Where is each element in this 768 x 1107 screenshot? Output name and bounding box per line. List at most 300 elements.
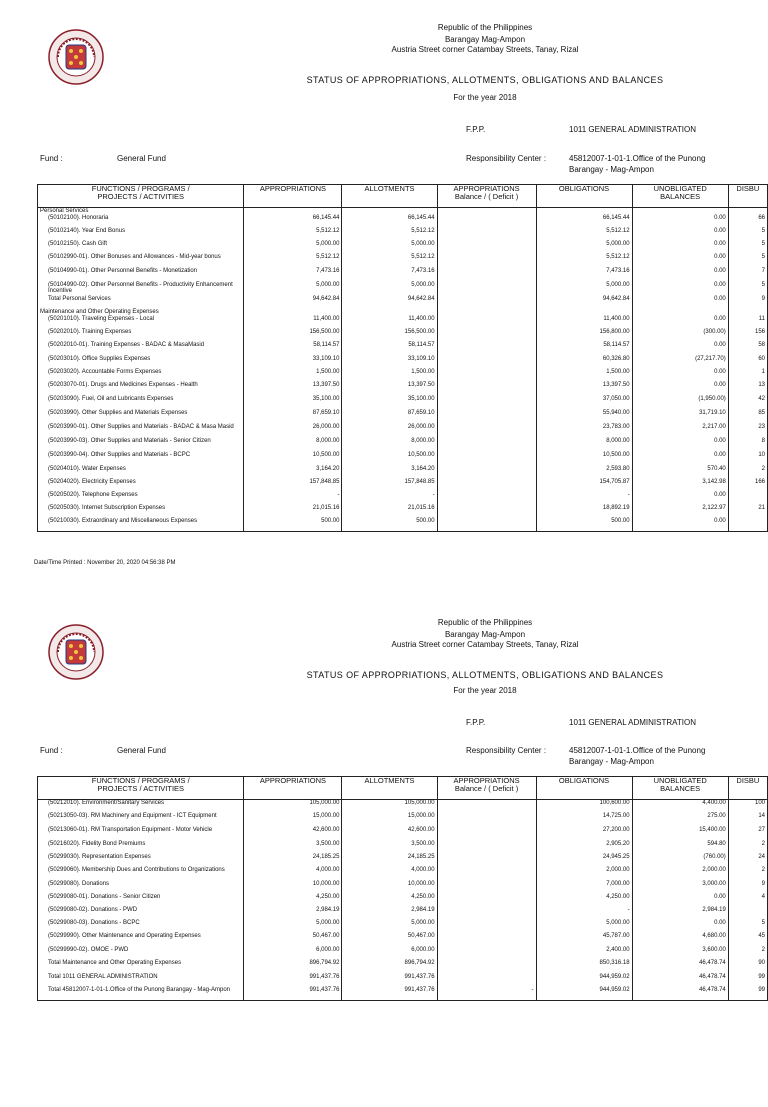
table-row [38,881,768,894]
cell-unobligated: 0.00 [632,920,728,933]
cell-disbursements: 2 [728,841,767,854]
row-label: (50203990). Other Supplies and Materials Expenses [38,410,244,424]
cell-allotments [342,309,437,316]
cell-obligations: 850,316.18 [536,960,632,974]
table-row [38,342,768,356]
cell-obligations: 14,725.00 [536,813,632,827]
cell-balance [437,329,536,342]
table-row [38,867,768,881]
table-row [38,960,768,974]
cell-disbursements: 10 [728,452,767,466]
cell-obligations: 24,945.25 [536,854,632,867]
cell-appropriations: 500.00 [244,518,342,532]
cell-obligations: 2,000.00 [536,867,632,881]
cell-appropriations [244,309,342,316]
cell-disbursements: 4 [728,894,767,907]
cell-unobligated: 0.00 [632,215,728,228]
cell-disbursements: 166 [728,479,767,492]
cell-disbursements: 23 [728,424,767,438]
cell-balance [437,228,536,241]
cell-balance [437,296,536,309]
cell-obligations: 58,114.57 [536,342,632,356]
cell-appropriations: 3,164.20 [244,466,342,479]
responsibility-center-label: Responsibility Center : [466,746,547,755]
report-year: For the year 2018 [453,686,517,695]
cell-disbursements: 24 [728,854,767,867]
cell-unobligated [632,309,728,316]
cell-disbursements: 58 [728,342,767,356]
col-functions: FUNCTIONS / PROGRAMS / PROJECTS / ACTIVITIES [38,185,244,208]
row-label: (50299990-02). OMOE - PWD [38,947,244,960]
cell-appropriations: 26,000.00 [244,424,342,438]
cell-obligations: 10,500.00 [536,452,632,466]
cell-unobligated: 275.00 [632,813,728,827]
cell-balance [437,505,536,518]
col-appropriations: APPROPRIATIONS [244,777,342,800]
cell-allotments: 10,500.00 [342,452,437,466]
cell-balance [437,452,536,466]
cell-obligations: 2,593.80 [536,466,632,479]
row-label: (50299080-03). Donations - BCPC [38,920,244,933]
table-row [38,396,768,410]
row-label: (50299990). Other Maintenance and Operating Expenses [38,933,244,947]
cell-unobligated: (1,950.00) [632,396,728,410]
cell-unobligated: (760.00) [632,854,728,867]
cell-appropriations: 94,642.84 [244,296,342,309]
table-row [38,282,768,296]
cell-obligations: 55,940.00 [536,410,632,424]
cell-allotments: - [342,492,437,505]
row-label: (50202010-01). Training Expenses - BADAC & MasaMasid [38,342,244,356]
cell-balance [437,410,536,424]
cell-unobligated: 46,478.74 [632,987,728,1001]
cell-disbursements [728,907,767,920]
cell-allotments: 156,500.00 [342,329,437,342]
row-label: (50102150). Cash Gift [38,241,244,254]
row-label: (50205030). Internet Subscription Expenses [38,505,244,518]
cell-unobligated: 570.40 [632,466,728,479]
cell-disbursements: 85 [728,410,767,424]
row-label: (50203070-01). Drugs and Medicines Expenses - Health [38,382,244,396]
cell-obligations: 154,705.87 [536,479,632,492]
responsibility-center-value-2: Barangay - Mag-Ampon [569,757,654,766]
cell-unobligated [632,208,728,215]
table-row [38,479,768,492]
table-row [38,241,768,254]
table-row [38,827,768,841]
cell-appropriations: 58,114.57 [244,342,342,356]
table-row [38,329,768,342]
cell-allotments: 66,145.44 [342,215,437,228]
col-disbursements: DISBU [728,185,767,208]
cell-obligations: 66,145.44 [536,215,632,228]
cell-allotments: 500.00 [342,518,437,532]
cell-obligations: 100,600.00 [536,800,632,813]
cell-obligations: 45,787.00 [536,933,632,947]
cell-allotments: 13,397.50 [342,382,437,396]
cell-unobligated: 4,400.00 [632,800,728,813]
cell-obligations: 60,326.80 [536,356,632,369]
cell-balance [437,369,536,382]
cell-obligations: 8,000.00 [536,438,632,452]
cell-disbursements: 60 [728,356,767,369]
cell-obligations: 2,905.20 [536,841,632,854]
header-address: Austria Street corner Catambay Streets, Tanay, Rizal [391,45,579,54]
col-functions: FUNCTIONS / PROGRAMS / PROJECTS / ACTIVITIES [38,777,244,800]
cell-balance [437,382,536,396]
header-address: Austria Street corner Catambay Streets, Tanay, Rizal [391,640,579,649]
cell-allotments [342,208,437,215]
cell-unobligated: 3,142.98 [632,479,728,492]
cell-obligations: 13,397.50 [536,382,632,396]
cell-allotments: 5,512.12 [342,228,437,241]
cell-appropriations: 991,437.76 [244,987,342,1001]
fund-label: Fund : [40,154,63,163]
cell-allotments: 5,000.00 [342,241,437,254]
cell-balance [437,268,536,282]
row-label: (50203990-04). Other Supplies and Materials - BCPC [38,452,244,466]
table-header-row [38,185,768,208]
cell-disbursements: 2 [728,947,767,960]
row-label: (50213060-01). RM Transportation Equipment - Motor Vehicle [38,827,244,841]
cell-allotments: 10,000.00 [342,881,437,894]
col-allotments: ALLOTMENTS [342,185,437,208]
table-row [38,228,768,241]
cell-obligations: 5,000.00 [536,920,632,933]
cell-appropriations: 5,000.00 [244,241,342,254]
row-label: Personal Services [38,208,244,215]
cell-appropriations: 896,794.92 [244,960,342,974]
cell-unobligated: 0.00 [632,282,728,296]
appropriations-table [37,776,768,1001]
cell-unobligated: 0.00 [632,268,728,282]
cell-unobligated: 15,400.00 [632,827,728,841]
cell-allotments: 2,984.19 [342,907,437,920]
cell-obligations: 5,512.12 [536,228,632,241]
cell-obligations: 500.00 [536,518,632,532]
row-label: (50202010). Training Expenses [38,329,244,342]
cell-allotments: 6,000.00 [342,947,437,960]
cell-disbursements: 11 [728,316,767,329]
cell-allotments: 42,600.00 [342,827,437,841]
row-label: (50204020). Electricity Expenses [38,479,244,492]
cell-disbursements: 27 [728,827,767,841]
cell-unobligated: 0.00 [632,369,728,382]
table-row [38,974,768,987]
cell-unobligated: 0.00 [632,316,728,329]
table-body [38,208,768,532]
table-row [38,505,768,518]
table-row [38,518,768,532]
cell-disbursements: 66 [728,215,767,228]
cell-allotments: 50,467.00 [342,933,437,947]
cell-obligations: 18,892.19 [536,505,632,518]
row-label: Total 45812007-1-01-1.Office of the Punong Barangay - Mag-Ampon [38,987,244,1001]
cell-obligations [536,309,632,316]
cell-disbursements: 99 [728,974,767,987]
cell-obligations: 11,400.00 [536,316,632,329]
cell-balance [437,947,536,960]
cell-appropriations: 157,848.85 [244,479,342,492]
cell-disbursements: 21 [728,505,767,518]
col-allotments: ALLOTMENTS [342,777,437,800]
table-row [38,424,768,438]
cell-disbursements: 2 [728,466,767,479]
cell-allotments: 7,473.16 [342,268,437,282]
cell-allotments: 4,000.00 [342,867,437,881]
cell-unobligated: 31,719.10 [632,410,728,424]
cell-appropriations: 8,000.00 [244,438,342,452]
cell-allotments: 11,400.00 [342,316,437,329]
cell-allotments: 24,185.25 [342,854,437,867]
cell-disbursements [728,309,767,316]
cell-disbursements: 8 [728,438,767,452]
cell-disbursements [728,492,767,505]
row-label: (50203990-01). Other Supplies and Materials - BADAC & Masa Masid [38,424,244,438]
cell-allotments: 21,015.16 [342,505,437,518]
cell-disbursements: 5 [728,920,767,933]
cell-obligations: 5,512.12 [536,254,632,268]
cell-disbursements: 13 [728,382,767,396]
cell-allotments: 5,000.00 [342,282,437,296]
cell-obligations: - [536,907,632,920]
col-approp-balance: APPROPRIATIONS Balance / ( Deficit ) [437,185,536,208]
cell-balance [437,813,536,827]
cell-obligations: 23,783.00 [536,424,632,438]
cell-unobligated: 46,478.74 [632,974,728,987]
fpp-value: 1011 GENERAL ADMINISTRATION [569,718,696,727]
cell-obligations: 7,000.00 [536,881,632,894]
row-label: (50216020). Fidelity Bond Premiums [38,841,244,854]
cell-appropriations: 156,500.00 [244,329,342,342]
table-row [38,854,768,867]
cell-disbursements [728,208,767,215]
cell-appropriations: 21,015.16 [244,505,342,518]
table-row [38,254,768,268]
cell-appropriations: 991,437.76 [244,974,342,987]
cell-disbursements: 5 [728,228,767,241]
cell-appropriations: 2,984.19 [244,907,342,920]
cell-disbursements: 45 [728,933,767,947]
cell-appropriations: 13,397.50 [244,382,342,396]
responsibility-center-value-2: Barangay - Mag-Ampon [569,165,654,174]
table-row [38,410,768,424]
cell-allotments: 3,164.20 [342,466,437,479]
cell-allotments: 87,659.10 [342,410,437,424]
cell-allotments: 4,250.00 [342,894,437,907]
cell-allotments: 26,000.00 [342,424,437,438]
cell-disbursements [728,518,767,532]
cell-appropriations: 4,250.00 [244,894,342,907]
cell-disbursements: 9 [728,881,767,894]
cell-obligations: 2,400.00 [536,947,632,960]
cell-appropriations: 105,000.00 [244,800,342,813]
cell-allotments: 5,000.00 [342,920,437,933]
report-title: STATUS OF APPROPRIATIONS, ALLOTMENTS, OBLIGATIONS AND BALANCES [306,670,664,680]
cell-unobligated: 2,984.19 [632,907,728,920]
row-label: Total Maintenance and Other Operating Expenses [38,960,244,974]
cell-balance [437,827,536,841]
report-page-2 [0,595,768,1107]
row-label: (50299030). Representation Expenses [38,854,244,867]
cell-appropriations: 5,512.12 [244,254,342,268]
cell-allotments: 94,642.84 [342,296,437,309]
cell-appropriations: 1,500.00 [244,369,342,382]
cell-disbursements: 100 [728,800,767,813]
row-label: (50213050-03). RM Machinery and Equipment - ICT Equipment [38,813,244,827]
table-row [38,215,768,228]
table-row [38,369,768,382]
row-label: (50212010). Environment/Sanitary Services [38,800,244,813]
cell-balance [437,854,536,867]
cell-appropriations: 5,000.00 [244,282,342,296]
cell-appropriations: 50,467.00 [244,933,342,947]
cell-unobligated: 46,478.74 [632,960,728,974]
cell-obligations: 944,959.02 [536,987,632,1001]
table-row [38,316,768,329]
cell-balance [437,518,536,532]
cell-disbursements: 99 [728,987,767,1001]
table-row [38,947,768,960]
cell-appropriations: 6,000.00 [244,947,342,960]
cell-obligations: 5,000.00 [536,282,632,296]
cell-unobligated: 0.00 [632,518,728,532]
table-row [38,438,768,452]
cell-disbursements: 5 [728,241,767,254]
cell-balance [437,241,536,254]
cell-unobligated: 594.80 [632,841,728,854]
row-label: (50299080-01). Donations - Senior Citizen [38,894,244,907]
cell-unobligated: 0.00 [632,382,728,396]
cell-balance [437,424,536,438]
cell-disbursements: 2 [728,867,767,881]
cell-allotments: 3,500.00 [342,841,437,854]
table-row [38,452,768,466]
cell-obligations: - [536,492,632,505]
fund-value: General Fund [117,154,166,163]
cell-unobligated: 0.00 [632,438,728,452]
table-row [38,208,768,215]
cell-obligations: 4,250.00 [536,894,632,907]
cell-appropriations: 35,100.00 [244,396,342,410]
cell-appropriations: 11,400.00 [244,316,342,329]
table-row [38,466,768,479]
cell-balance [437,881,536,894]
header-barangay: Barangay Mag-Ampon [444,630,526,639]
cell-unobligated: 3,600.00 [632,947,728,960]
cell-balance [437,479,536,492]
row-label: Total 1011 GENERAL ADMINISTRATION [38,974,244,987]
table-row [38,356,768,369]
cell-balance [437,356,536,369]
row-label: (50299060). Membership Dues and Contributions to Organizations [38,867,244,881]
cell-unobligated: 0.00 [632,296,728,309]
cell-unobligated: 0.00 [632,342,728,356]
cell-allotments: 1,500.00 [342,369,437,382]
cell-obligations: 944,959.02 [536,974,632,987]
cell-unobligated: 3,000.00 [632,881,728,894]
cell-balance [437,920,536,933]
barangay-seal-icon [48,29,104,85]
col-approp-balance: APPROPRIATIONS Balance / ( Deficit ) [437,777,536,800]
cell-unobligated: 4,680.00 [632,933,728,947]
table-row [38,268,768,282]
row-label: (50203090). Fuel, Oil and Lubricants Expenses [38,396,244,410]
cell-obligations: 94,642.84 [536,296,632,309]
row-label: (50210030). Extraordinary and Miscellaneous Expenses [38,518,244,532]
table-row [38,894,768,907]
cell-disbursements: 9 [728,296,767,309]
cell-disbursements: 5 [728,254,767,268]
responsibility-center-value: 45812007-1-01-1.Office of the Punong [569,746,706,755]
row-label: (50104990-01). Other Personnel Benefits - Monetization [38,268,244,282]
cell-balance [437,974,536,987]
cell-obligations: 7,473.16 [536,268,632,282]
cell-appropriations: 15,000.00 [244,813,342,827]
cell-balance [437,254,536,268]
report-year: For the year 2018 [453,93,517,102]
cell-allotments: 896,794.92 [342,960,437,974]
row-label: (50201010). Traveling Expenses - Local [38,316,244,329]
row-label: (50299080). Donations [38,881,244,894]
cell-appropriations: 3,500.00 [244,841,342,854]
row-label: (50102990-01). Other Bonuses and Allowances - Mid-year bonus [38,254,244,268]
cell-balance: - [437,987,536,1001]
cell-appropriations: - [244,492,342,505]
row-label: (50102140). Year End Bonus [38,228,244,241]
fpp-label: F.P.P. [466,125,486,134]
cell-balance [437,215,536,228]
responsibility-center-value: 45812007-1-01-1.Office of the Punong [569,154,706,163]
cell-balance [437,800,536,813]
cell-balance [437,492,536,505]
fund-label: Fund : [40,746,63,755]
table-row [38,907,768,920]
table-row [38,296,768,309]
cell-unobligated: 0.00 [632,452,728,466]
cell-unobligated: 0.00 [632,492,728,505]
cell-balance [437,466,536,479]
cell-unobligated: (27,217.70) [632,356,728,369]
cell-obligations: 156,800.00 [536,329,632,342]
cell-balance [437,867,536,881]
cell-appropriations: 24,185.25 [244,854,342,867]
row-label: (50203990-03). Other Supplies and Materials - Senior Citizen [38,438,244,452]
cell-disbursements: 14 [728,813,767,827]
cell-obligations: 37,050.00 [536,396,632,410]
cell-allotments: 157,848.85 [342,479,437,492]
table-row [38,987,768,1001]
cell-appropriations: 10,500.00 [244,452,342,466]
cell-disbursements: 156 [728,329,767,342]
cell-appropriations: 5,512.12 [244,228,342,241]
appropriations-table [37,184,768,532]
cell-disbursements: 90 [728,960,767,974]
header-republic: Republic of the Philippines [437,23,533,32]
cell-balance [437,907,536,920]
cell-allotments: 33,109.10 [342,356,437,369]
row-label: (50299080-02). Donations - PWD [38,907,244,920]
cell-balance [437,282,536,296]
cell-allotments: 991,437.76 [342,987,437,1001]
report-title: STATUS OF APPROPRIATIONS, ALLOTMENTS, OBLIGATIONS AND BALANCES [306,75,664,85]
row-label: (50203010). Office Supplies Expenses [38,356,244,369]
cell-unobligated: (300.00) [632,329,728,342]
fpp-value: 1011 GENERAL ADMINISTRATION [569,125,696,134]
col-unobligated: UNOBLIGATED BALANCES [632,185,728,208]
col-obligations: OBLIGATIONS [536,185,632,208]
cell-disbursements: 1 [728,369,767,382]
